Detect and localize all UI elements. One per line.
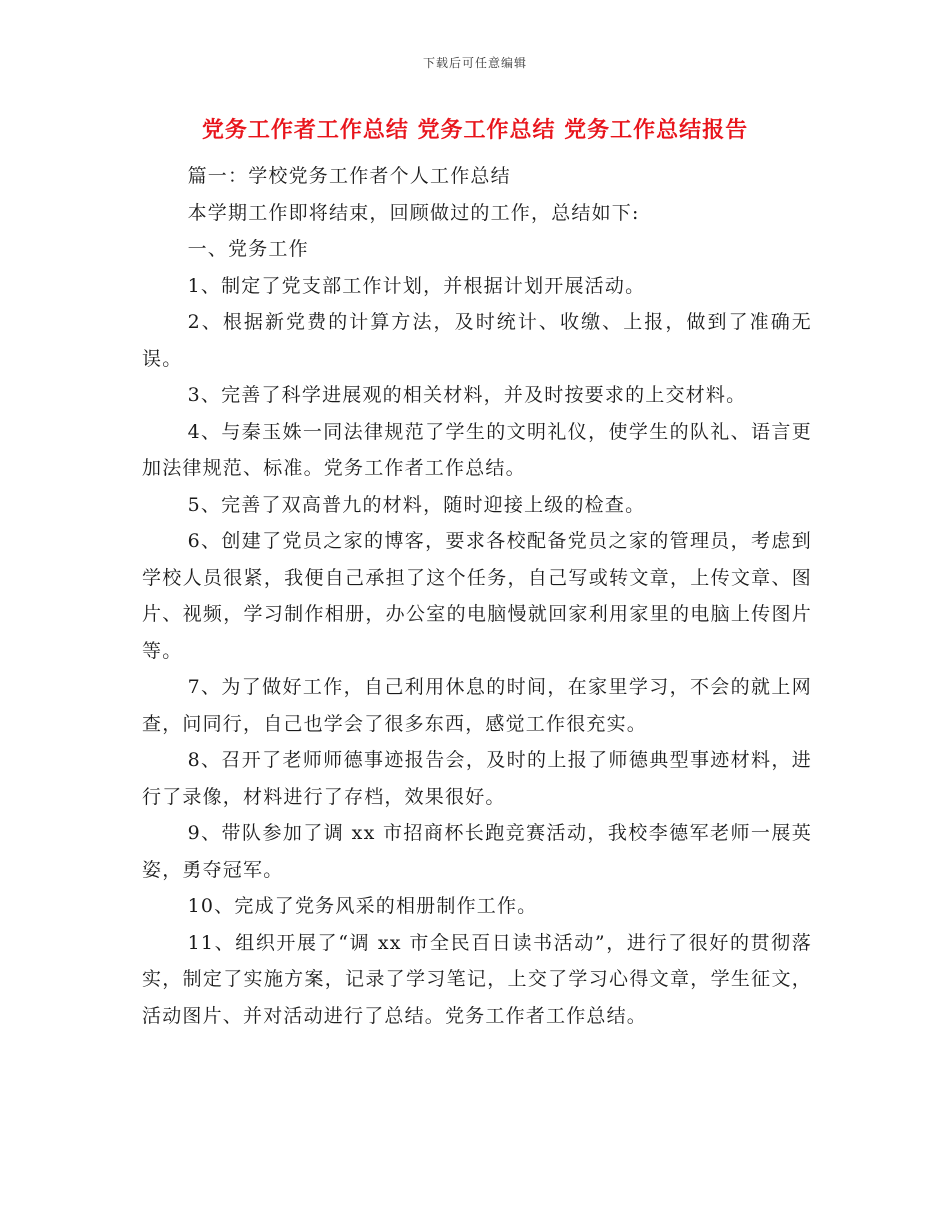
paragraph: 5、完善了双高普九的材料，随时迎接上级的检查。	[187, 493, 646, 516]
paragraph: 9、带队参加了调 xx 市招商杯长跑竞赛活动，我校李德军老师一展英姿，勇夺冠军。	[142, 822, 812, 881]
paragraph: 11、组织开展了“调 xx 市全民百日读书活动”，进行了很好的贯彻落实，制定了实施方案，记录了学习笔记，上交了学习心得文章，学生征文，活动图片、并对活动进行了总结。党务工作者工作总结。	[142, 931, 812, 1027]
paragraph: 6、创建了党员之家的博客，要求各校配备党员之家的管理员，考虑到学校人员很紧，我便自己承担了这个任务，自己写或转文章，上传文章、图片、视频，学习制作相册，办公室的电脑慢就回家利用家里的电脑上传图片等。	[142, 530, 812, 662]
paragraph: 2、根据新党费的计算方法，及时统计、收缴、上报，做到了准确无误。	[142, 311, 812, 370]
paragraph: 7、为了做好工作，自己利用休息的时间，在家里学习，不会的就上网查，问同行，自己也学会了很多东西，感觉工作很充实。	[142, 676, 812, 735]
document-body	[142, 158, 812, 1034]
paragraph: 10、完成了党务风采的相册制作工作。	[187, 895, 538, 917]
paragraph: 3、完善了科学进展观的相关材料，并及时按要求的上交材料。	[187, 384, 747, 406]
paragraph: 8、召开了老师师德事迹报告会，及时的上报了师德典型事迹材料，进行了录像，材料进行了存档，效果很好。	[142, 749, 812, 808]
paragraph: 4、与秦玉姝一同法律规范了学生的文明礼仪，使学生的队礼、语言更加法律规范、标准。党务工作者工作总结。	[142, 420, 812, 479]
paragraph: 本学期工作即将结束，回顾做过的工作，总结如下:	[187, 201, 640, 224]
paragraph: 1、制定了党支部工作计划，并根据计划开展活动。	[187, 274, 646, 297]
paragraph: 篇一：学校党务工作者个人工作总结	[187, 165, 511, 187]
document-title: 党务工作者工作总结 党务工作总结 党务工作总结报告	[201, 117, 749, 143]
header-note: 下载后可任意编辑	[422, 56, 527, 70]
paragraph: 一、党务工作	[187, 238, 309, 260]
